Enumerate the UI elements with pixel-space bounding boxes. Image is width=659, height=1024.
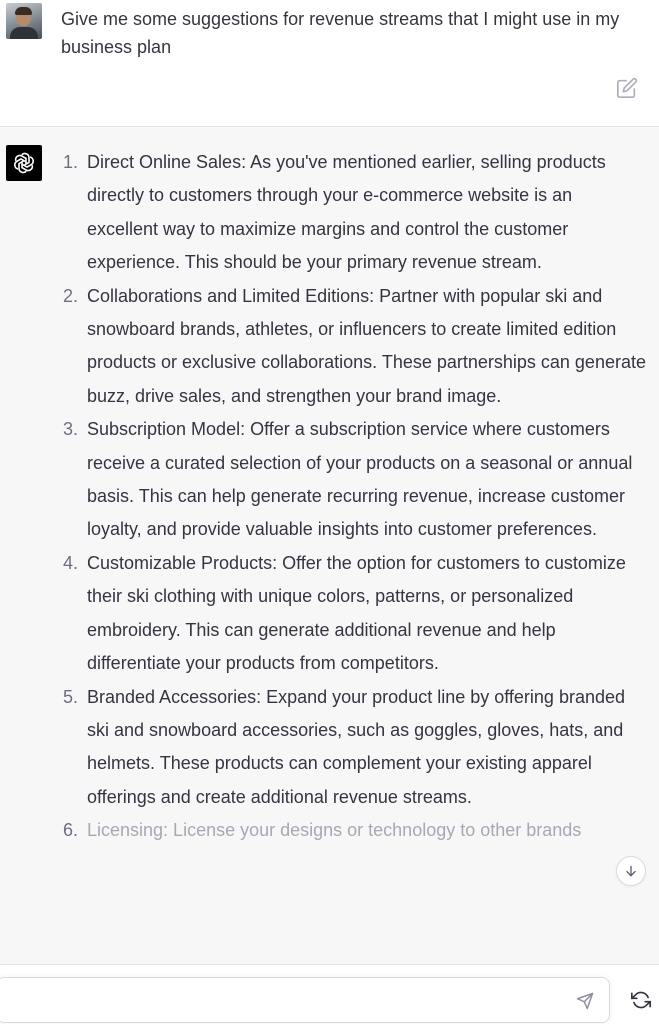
list-item-number: 1.: [62, 152, 78, 172]
send-button[interactable]: [573, 990, 597, 1012]
user-message-text: Give me some suggestions for revenue streams that I might use in my business plan: [61, 9, 620, 57]
list-item: [56, 280, 646, 414]
avatar-body-shape: [10, 27, 38, 39]
list-item-number: 4.: [62, 552, 78, 573]
user-message: [0, 0, 659, 127]
list-item-text: Direct Online Sales: As you've mentioned earlier, selling products directly to customers through your e-commerce website is an excellent way to maximize margins and control the customer experience. This should be your primary revenue stream.: [87, 152, 606, 273]
answer-list: [56, 146, 646, 848]
list-item-text: Licensing: License your designs or technology to other brands: [87, 820, 582, 841]
message-input[interactable]: [11, 988, 551, 1012]
avatar-hair-shape: [15, 7, 32, 15]
openai-logo-icon: [6, 145, 42, 181]
refresh-icon: [631, 990, 651, 1010]
list-item-text: Branded Accessories: Expand your product line by offering branded ski and snowboard accessories, such as goggles, gloves, hats, and helmets. These products can complement your existing apparel offerings and create additional revenue streams.: [87, 686, 626, 807]
scroll-to-bottom-button[interactable]: [616, 856, 646, 886]
send-icon: [576, 992, 594, 1010]
user-avatar: [6, 3, 42, 39]
assistant-message: [0, 128, 659, 964]
edit-icon[interactable]: [616, 77, 638, 99]
message-input-box[interactable]: [0, 977, 610, 1023]
composer-bar: [0, 964, 659, 1024]
text-fade-overlay: [0, 948, 659, 964]
list-item-number: 5.: [62, 686, 78, 707]
list-item: [56, 814, 646, 847]
arrow-down-icon: [624, 864, 638, 878]
list-item-number: 2.: [62, 285, 78, 306]
list-item-number: 3.: [62, 419, 78, 440]
list-item: [56, 547, 646, 681]
list-item-number: 6.: [62, 820, 78, 841]
list-item-text: Collaborations and Limited Editions: Partner with popular ski and snowboard brands, athletes, or influencers to create limited edition products or exclusive collaborations. These partnerships can generate buzz, drive sales, and strengthen your brand image.: [87, 285, 646, 406]
list-item: [56, 413, 646, 547]
list-item-text: Customizable Products: Offer the option for customers to customize their ski clothing with unique colors, patterns, or personalized embroidery. This can generate additional revenue and help differentiate your products from competitors.: [87, 552, 626, 674]
regenerate-button[interactable]: [628, 987, 654, 1013]
list-item-text: Subscription Model: Offer a subscription service where customers receive a curated selection of your products on a seasonal or annual basis. This can help generate recurring revenue, increase customer loyalty, and provide valuable insights into customer preferences.: [87, 419, 633, 540]
list-item: [56, 146, 646, 280]
list-item: [56, 681, 646, 815]
